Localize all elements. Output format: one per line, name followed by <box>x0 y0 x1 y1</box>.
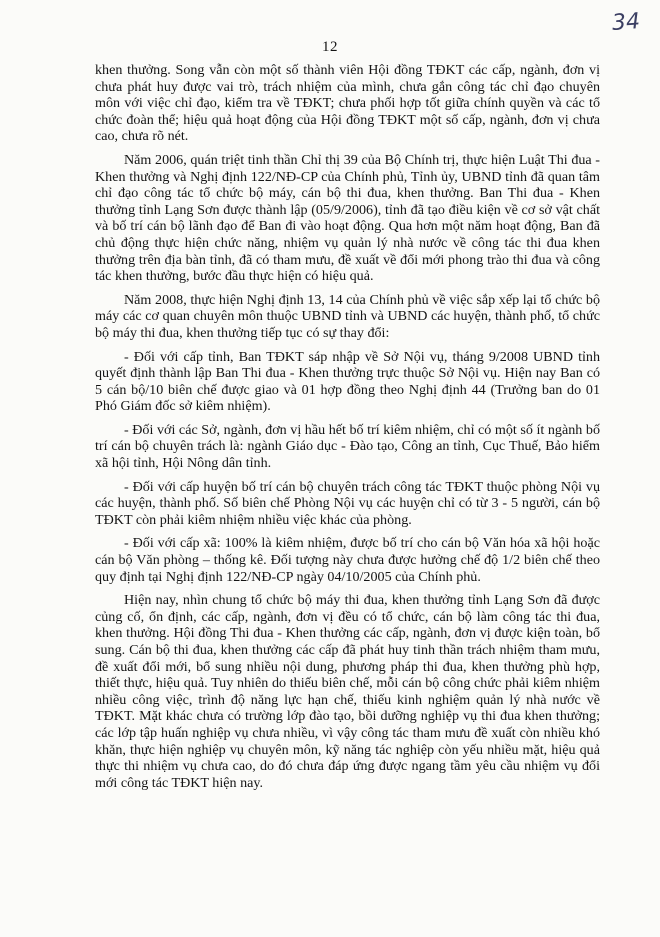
list-item-commune-level: - Đối với cấp xã: 100% là kiêm nhiệm, được bố trí cho cán bộ Văn hóa xã hội hoặc cán bộ Văn phòng – thống kê. Đối tượng này chưa được hưởng chế độ 1/2 biên chế theo quy định tại Nghị định 122/NĐ-CP ngày 04/10/2005 của Chính phủ. <box>95 535 600 585</box>
handwritten-folio-number: 34 <box>611 9 641 36</box>
paragraph-2006: Năm 2006, quán triệt tinh thần Chỉ thị 39 của Bộ Chính trị, thực hiện Luật Thi đua - Khen thưởng và Nghị định 122/NĐ-CP của Chính phủ, Tỉnh ủy, UBND tỉnh đã quan tâm chỉ đạo công tác tổ chức bộ máy, cán bộ thi đua, khen thưởng. Ban Thi đua - Khen thưởng tỉnh Lạng Sơn được thành lập (05/9/2006), tỉnh đã tạo điều kiện về cơ sở vật chất và bố trí cán bộ lãnh đạo để Ban đi vào hoạt động. Qua hơn một năm hoạt động, Ban đã chủ động thực hiện chức năng, nhiệm vụ quản lý nhà nước về công tác thi đua khen thưởng trên địa bàn tỉnh, đã có tham mưu, đề xuất về đổi mới phong trào thi đua và công tác khen thưởng, bước đầu thực hiện có hiệu quả. <box>95 151 600 285</box>
list-item-district-level: - Đối với cấp huyện bố trí cán bộ chuyên trách công tác TĐKT thuộc phòng Nội vụ các huyện, thành phố. Số biên chế Phòng Nội vụ các huyện chỉ có từ 3 - 5 người, cán bộ TĐKT còn phải kiêm nhiệm nhiều việc khác của phòng. <box>95 478 600 528</box>
paragraph-continuation: khen thưởng. Song vẫn còn một số thành viên Hội đồng TĐKT các cấp, ngành, đơn vị chưa phát huy được vai trò, trách nhiệm của mình, chưa gắn công tác chỉ đạo chuyên môn với việc chỉ đạo, kiểm tra về TĐKT; chưa phối hợp tốt giữa chính quyền và các tổ chức đoàn thể; hiệu quả hoạt động của Hội đồng TĐKT một số cấp, ngành, đơn vị chưa cao, chưa rõ nét. <box>95 62 600 145</box>
page-number: 12 <box>322 39 338 55</box>
list-item-provincial-level: - Đối với cấp tỉnh, Ban TĐKT sáp nhập về Sở Nội vụ, tháng 9/2008 UBND tỉnh quyết định thành lập Ban Thi đua - Khen thưởng trực thuộc Sở Nội vụ. Hiện nay Ban có 5 cán bộ/10 biên chế được giao và 01 hợp đồng theo Nghị định 44 (Trưởng ban do 01 Phó Giám đốc sở kiêm nhiệm). <box>95 348 600 415</box>
paragraph-current-status: Hiện nay, nhìn chung tổ chức bộ máy thi đua, khen thưởng tỉnh Lạng Sơn đã được củng cố, ổn định, các cấp, ngành, đơn vị đều có tổ chức, cán bộ làm công tác thi đua, khen thưởng. Hội đồng Thi đua - Khen thưởng các cấp, ngành, đơn vị được kiện toàn, bổ sung. Cán bộ thi đua, khen thưởng các cấp đã phát huy tinh thần trách nhiệm tham mưu, đề xuất đổi mới, bổ sung nhiều nội dung, phương pháp thi đua, khen thưởng phù hợp, thiết thực, hiệu quả. Tuy nhiên do thiếu biên chế, mỗi cán bộ công chức phải kiêm nhiệm nhiều công việc, trình độ năng lực hạn chế, thiếu kinh nghiệm quản lý nhà nước về TĐKT. Mặt khác chưa có trường lớp đào tạo, bồi dưỡng nghiệp vụ thi đua khen thưởng; các lớp tập huấn nghiệp vụ chưa nhiều, vì vậy công tác tham mưu đề xuất còn nhiều khó khăn, thực hiện nghiệp vụ chuyên môn, kỹ năng tác nghiệp còn yếu nhiều mặt, hiệu quả thực thi nhiệm vụ chưa cao, do đó chưa đáp ứng được ngang tầm yêu cầu nhiệm vụ đổi mới công tác TĐKT hiện nay. <box>95 592 600 791</box>
document-body <box>95 62 600 791</box>
paragraph-2008: Năm 2008, thực hiện Nghị định 13, 14 của Chính phủ về việc sắp xếp lại tổ chức bộ máy các cơ quan chuyên môn thuộc UBND tỉnh và UBND các huyện, thành phố, tổ chức bộ máy thi đua, khen thưởng tiếp tục có sự thay đổi: <box>95 291 600 341</box>
list-item-departments: - Đối với các Sở, ngành, đơn vị hầu hết bố trí kiêm nhiệm, chỉ có một số ít ngành bố trí cán bộ chuyên trách là: ngành Giáo dục - Đào tạo, Công an tỉnh, Cục Thuế, Bảo hiểm xã hội tỉnh, Hội Nông dân tỉnh. <box>95 421 600 472</box>
